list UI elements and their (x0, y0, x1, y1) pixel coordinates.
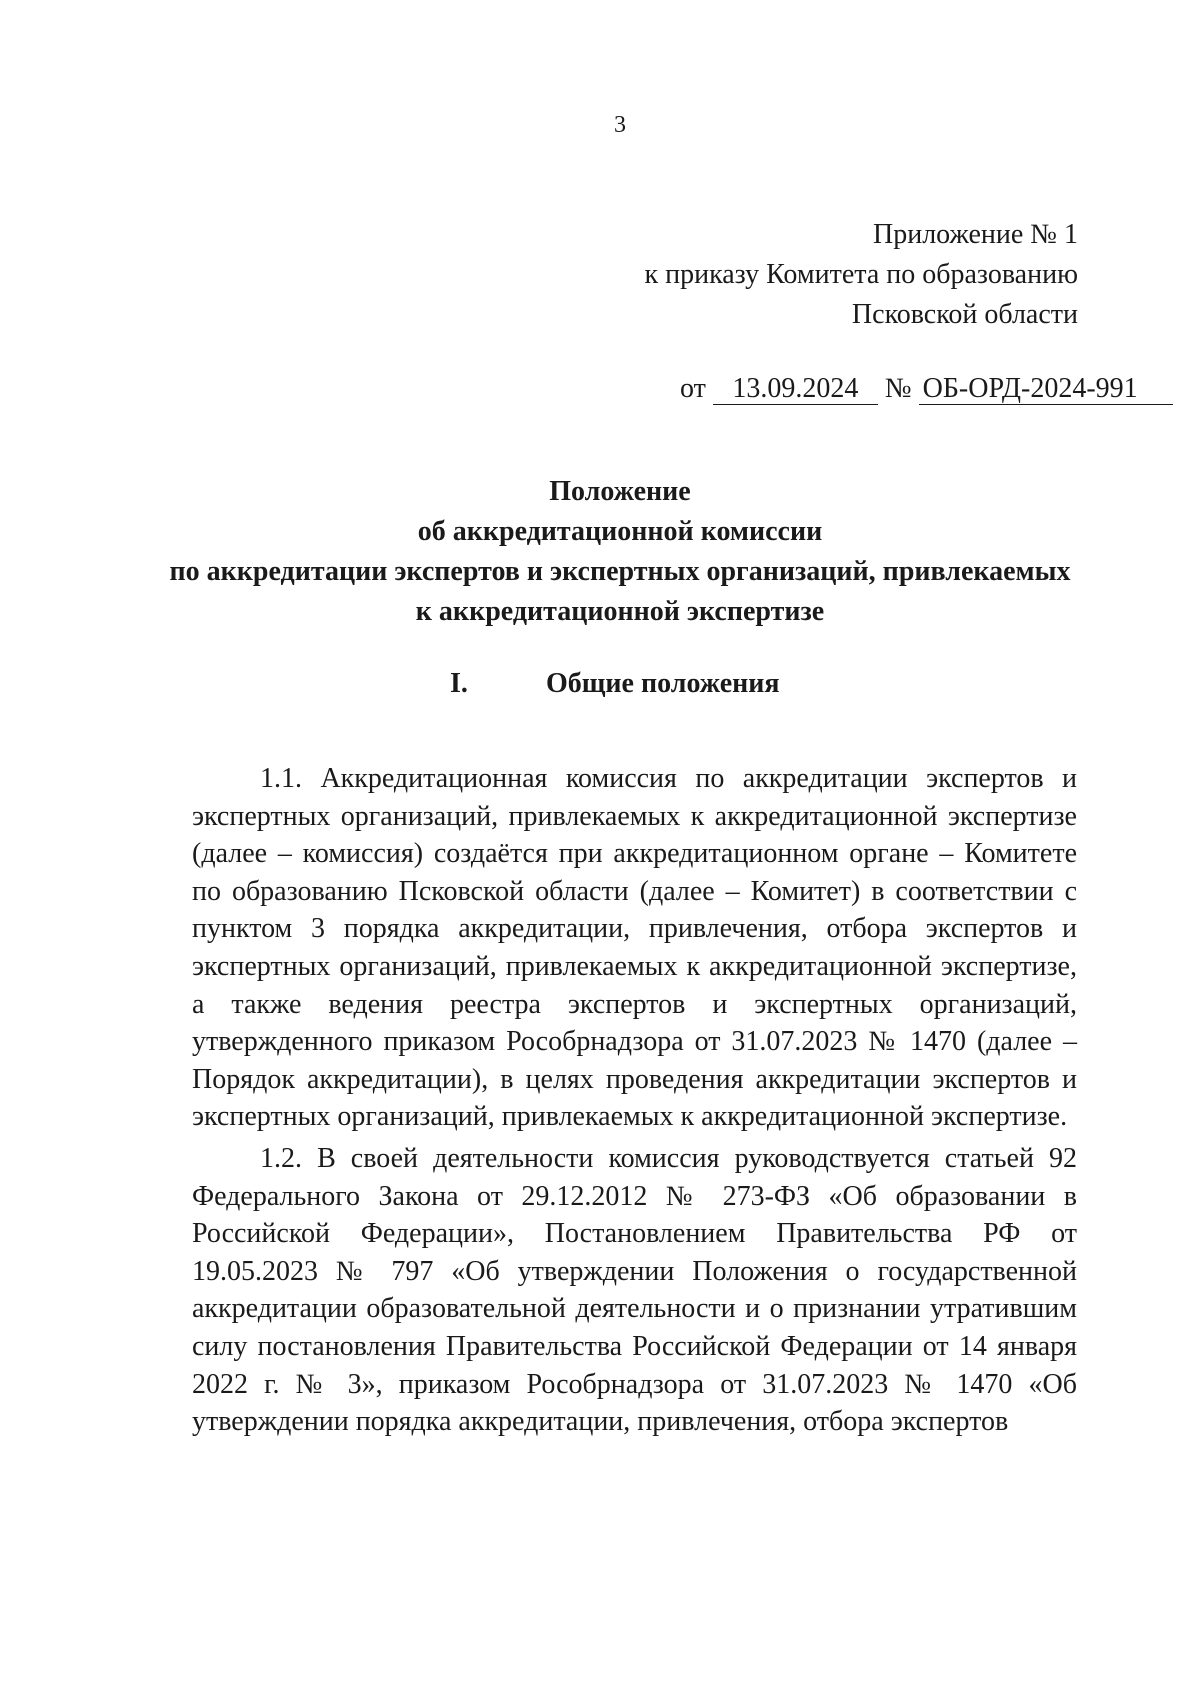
title-line-2: об аккредитационной комиссии (417, 516, 823, 547)
order-from-label: от (680, 373, 706, 404)
document-title (160, 472, 1080, 632)
body-text (192, 760, 1077, 1445)
title-line-4: к аккредитационной экспертизе (415, 596, 825, 627)
section-number: I. (450, 668, 468, 699)
order-reference (680, 373, 1173, 405)
appendix-line-2: к приказу Комитета по образованию (644, 259, 1078, 290)
page-number: 3 (614, 112, 626, 138)
appendix-line-3: Псковской области (851, 299, 1078, 330)
paragraph-1-1: 1.1. Аккредитационная комиссия по аккредитации экспертов и экспертных организаций, привлекаемых к аккредитационной экспертизе (далее – комиссия) создаётся при аккредитационном органе – Комитете по образованию Псковской области (далее – Комитет) в соответствии с пунктом 3 порядка аккредитации, привлечения, отбора экспертов и экспертных организаций, привлекаемых к аккредитационной экспертизе, а также ведения реестра экспертов и экспертных организаций, утвержденного приказом Рособрнадзора от 31.07.2023 № 1470 (далее – Порядок аккредитации), в целях проведения аккредитации экспертов и экспертных организаций, привлекаемых к аккредитационной экспертизе. (192, 763, 1077, 1133)
order-number-label: № (884, 373, 912, 404)
order-date: 13.09.2024 (713, 374, 878, 405)
title-line-1: Положение (549, 476, 691, 507)
section-heading (450, 668, 780, 700)
section-title: Общие положения (546, 668, 780, 699)
appendix-header (578, 215, 1078, 335)
title-line-3: по аккредитации экспертов и экспертных организаций, привлекаемых (169, 556, 1071, 587)
paragraph-1-2: 1.2. В своей деятельности комиссия руководствуется статьей 92 Федерального Закона от 29.12.2012 № 273-ФЗ «Об образовании в Российской Федерации», Постановлением Правительства РФ от 19.05.2023 № 797 «Об утверждении Положения о государственной аккредитации образовательной деятельности и о признании утратившим силу постановления Правительства Российской Федерации от 14 января 2022 г. № 3», приказом Рособрнадзора от 31.07.2023 № 1470 «Об утверждении порядка аккредитации, привлечения, отбора экспертов (192, 1142, 1077, 1438)
order-number: ОБ-ОРД-2024-991 (919, 374, 1173, 405)
appendix-line-1: Приложение № 1 (873, 219, 1078, 250)
